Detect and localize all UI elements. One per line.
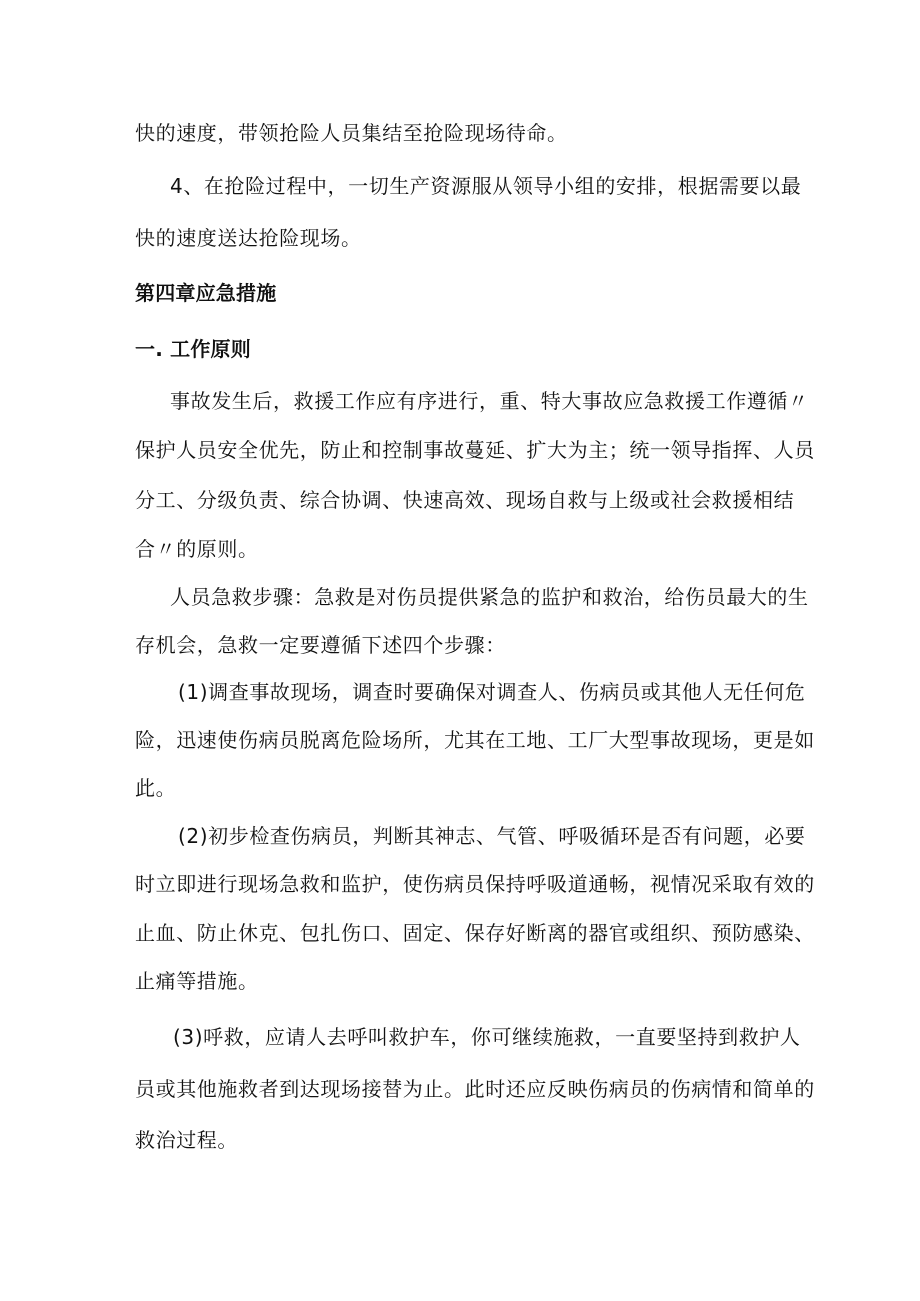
text-line: 时立即进行现场急救和监护，使伤病员保持呼吸道通畅，视情况采取有效的 [135, 872, 815, 896]
chapter-heading: 第四章应急措施 [135, 281, 277, 305]
text-line: 险，迅速使伤病员脱离危险场所，尤其在工地、工厂大型事故现场，更是如 [135, 728, 815, 752]
text-line: 人员急救步骤：急救是对伤员提供紧急的监护和救治，给伤员最大的生 [170, 585, 809, 609]
text-line: 快的速度，带领抢险人员集结至抢险现场待命。 [135, 121, 568, 145]
text-line: 员或其他施救者到达现场接替为止。此时还应反映伤病员的伤病情和简单的 [135, 1077, 815, 1101]
text-line: 4、在抢险过程中，一切生产资源服从领导小组的安排，根据需要以最 [170, 174, 802, 198]
text-line: 合〃的原则。 [135, 537, 259, 561]
text-line: 事故发生后，救援工作应有序进行，重、特大事故应急救援工作遵循〃 [170, 389, 809, 413]
text-line: 快的速度送达抢险现场。 [135, 226, 362, 250]
list-item-line: (3)呼救，应请人去呼叫救护车，你可继续施救，一直要坚持到救护人 [173, 1025, 801, 1049]
section-heading: 一. 工作原则 [135, 337, 251, 361]
text-line: 存机会，急救一定要遵循下述四个步骤： [135, 633, 506, 657]
text-line: 止痛等措施。 [135, 969, 259, 993]
text-line: 止血、防止休克、包扎伤口、固定、保存好断离的器官或组织、预防感染、 [135, 921, 815, 945]
list-item-line: (2)初步检查伤病员，判断其神志、气管、呼吸循环是否有问题，必要 [178, 824, 806, 848]
list-item-line: (1)调查事故现场，调查时要确保对调查人、伤病员或其他人无任何危 [178, 680, 806, 704]
text-line: 此。 [135, 776, 177, 800]
text-line: 救治过程。 [135, 1128, 238, 1152]
text-line: 分工、分级负责、综合协调、快速高效、现场自救与上级或社会救援相结 [135, 488, 795, 512]
text-line: 保护人员安全优先，防止和控制事故蔓延、扩大为主；统一领导指挥、人员 [135, 438, 815, 462]
